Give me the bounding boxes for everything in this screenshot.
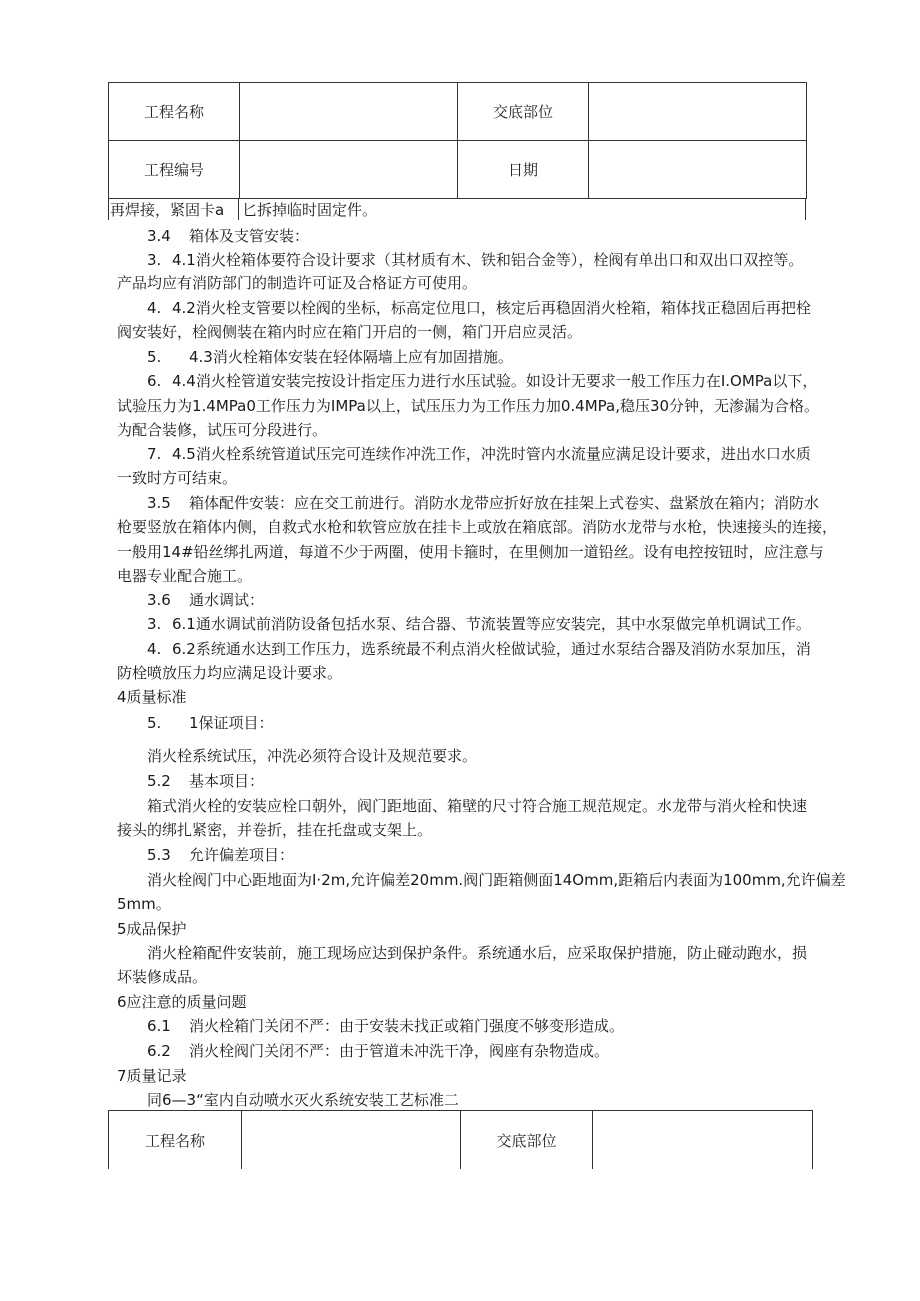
para-5-2-line1: 箱式消火栓的安装应栓口朝外，阀门距地面、箱壁的尺寸符合施工规范规定。水龙带与消火栓和快速 [147,797,808,815]
header-info-table [108,82,807,199]
para-5-1 [147,712,274,734]
para-4-2-line2: 阀安装好，栓阀侧装在箱内时应在箱门开启的一侧，箱门开启应灵活。 [117,323,583,341]
section-heading: 通水调试： [189,591,265,609]
section-5-3 [147,844,294,866]
section-number: 3.4 [147,227,171,245]
project-name-value [242,1111,461,1170]
item-number: 5. [147,348,162,366]
section-3-5-line4: 电器专业配合施工。 [117,567,253,585]
para-5-2-line2: 接头的绑扎紧密，并卷折，挂在托盘或支架上。 [117,821,433,839]
para-5-1-text: 消火栓系统试压，冲洗必须符合设计及规范要求。 [147,747,478,765]
section-number: 5.3 [147,846,171,864]
item-6-2 [147,1040,609,1062]
carry-over-row [108,198,806,220]
para-6-1 [147,613,811,635]
item-number: 3. [147,615,162,633]
line-text: 消火栓箱门关闭不严：由于安装未找正或箱门强度不够变形造成。 [189,1017,625,1035]
para-5-3-line1: 消火栓阀门中心距地面为I·2m,允许偏差20mm.阀门距箱侧面14Omm,距箱后内表面为100mm,允许偏差 [147,871,846,889]
item-number: 6. [147,372,162,390]
section-number: 3.6 [147,591,171,609]
para-5-line1: 消火栓箱配件安装前，施工现场应达到保护条件。系统通水后，应采取保护措施，防止碰动跑水，损 [147,944,808,962]
line-text: 4.3消火栓箱体安装在轻体隔墙上应有加固措施。 [189,348,513,366]
project-name-label: 工程名称 [109,1111,242,1170]
item-number: 7. [147,445,162,463]
para-4-1-line2: 产品均应有消防部门的制造许可证及合格证方可使用。 [117,274,478,292]
section-5-2 [147,770,264,792]
item-number: 6.1 [147,1017,171,1035]
section-number: 3.5 [147,494,171,512]
para-4-5-line2: 一致时方可结束。 [117,469,238,487]
handover-part-value [589,83,807,141]
line-text: 4.4消火栓管道安装完按设计指定压力进行水压试验。如设计无要求一般工作压力在I.OMPa以下， [172,372,818,390]
section-3-6 [147,589,264,611]
date-label: 日期 [458,141,589,199]
item-number: 6.2 [147,1042,171,1060]
section-number: 5.2 [147,772,171,790]
para-4-4-line3: 为配合装修，试压可分段进行。 [117,421,328,439]
line-text: 4.1消火栓箱体要符合设计要求（其材质有木、铁和铝合金等），栓阀有单出口和双出口双控等。 [172,251,804,269]
line-text: 6.2系统通水达到工作压力，选系统最不利点消火栓做试验，通过水泵结合器及消防水泵加压，消 [172,640,811,658]
project-number-label: 工程编号 [109,141,240,199]
handover-part-label: 交底部位 [461,1111,593,1170]
para-4-3 [147,346,513,368]
line-text: 4.2消火栓支管要以栓阀的坐标，标高定位甩口，核定后再稳固消火栓箱，箱体找正稳固后再把栓 [172,299,811,317]
para-4-5-line1 [147,443,811,465]
para-5-3-line2: 5mm。 [117,895,171,913]
project-name-label: 工程名称 [109,83,240,141]
heading-4: 4质量标准 [117,688,187,706]
line-text: 1保证项目： [189,714,274,732]
item-6-1 [147,1015,624,1037]
item-number: 4. [147,640,162,658]
line-text: 4.5消火栓系统管道试压完可连续作冲洗工作，冲洗时管内水流量应满足设计要求，进出水口水质 [172,445,811,463]
para-4-2-line1 [147,297,811,319]
para-6-2-line2: 防栓喷放压力均应满足设计要求。 [117,664,343,682]
para-6-2-line1 [147,638,811,660]
item-number: 4. [147,299,162,317]
section-3-4 [147,225,309,247]
heading-6: 6应注意的质量问题 [117,993,247,1011]
section-3-5-line3: 一般用14#铅丝绑扎两道，每道不少于两圈，使用卡箍时，在里侧加一道铅丝。设有电控按钮时，应注意与 [117,543,824,561]
line-text: 消火栓阀门关闭不严：由于管道未冲洗干净，阀座有杂物造成。 [189,1042,610,1060]
project-number-value [240,141,458,199]
para-7: 同6—3“室内自动喷水灭火系统安装工艺标准二 [147,1091,459,1109]
handover-part-label: 交底部位 [458,83,589,141]
section-heading: 箱体及支管安装： [189,227,310,245]
line-text: 6.1通水调试前消防设备包括水泵、结合器、节流装置等应安装完，其中水泵做完单机调试工作。 [172,615,811,633]
para-5-line2: 坏装修成品。 [117,968,208,986]
heading-7: 7质量记录 [117,1067,187,1085]
handover-part-value [593,1111,813,1170]
para-4-1-line1 [147,249,803,271]
footer-info-table [108,1110,813,1169]
project-name-value [240,83,458,141]
para-4-4-line1 [147,370,817,392]
heading-5: 5成品保护 [117,920,187,938]
item-number: 3. [147,251,162,269]
line-text: 箱体配件安装：应在交工前进行。消防水龙带应折好放在挂架上式卷实、盘紧放在箱内；消防水 [189,494,820,512]
para-4-4-line2: 试验压力为1.4MPa0工作压力为IMPa以上，试压压力为工作压力加0.4MPa,稳压30分钟，无渗漏为合格。 [117,397,820,415]
carry-over-right: 匕拆掉临时固定件。 [242,201,378,219]
section-heading: 基本项目： [189,772,265,790]
carry-over-left: 再焊接，紧固卡a [110,201,225,219]
date-value [589,141,807,199]
item-number: 5. [147,714,162,732]
section-3-5-line1 [147,492,819,514]
section-3-5-line2: 枪要竖放在箱体内侧，自救式水枪和软管应放在挂卡上或放在箱底部。消防水龙带与水枪，快速接头的连接， [117,518,838,536]
section-heading: 允许偏差项目： [189,846,295,864]
